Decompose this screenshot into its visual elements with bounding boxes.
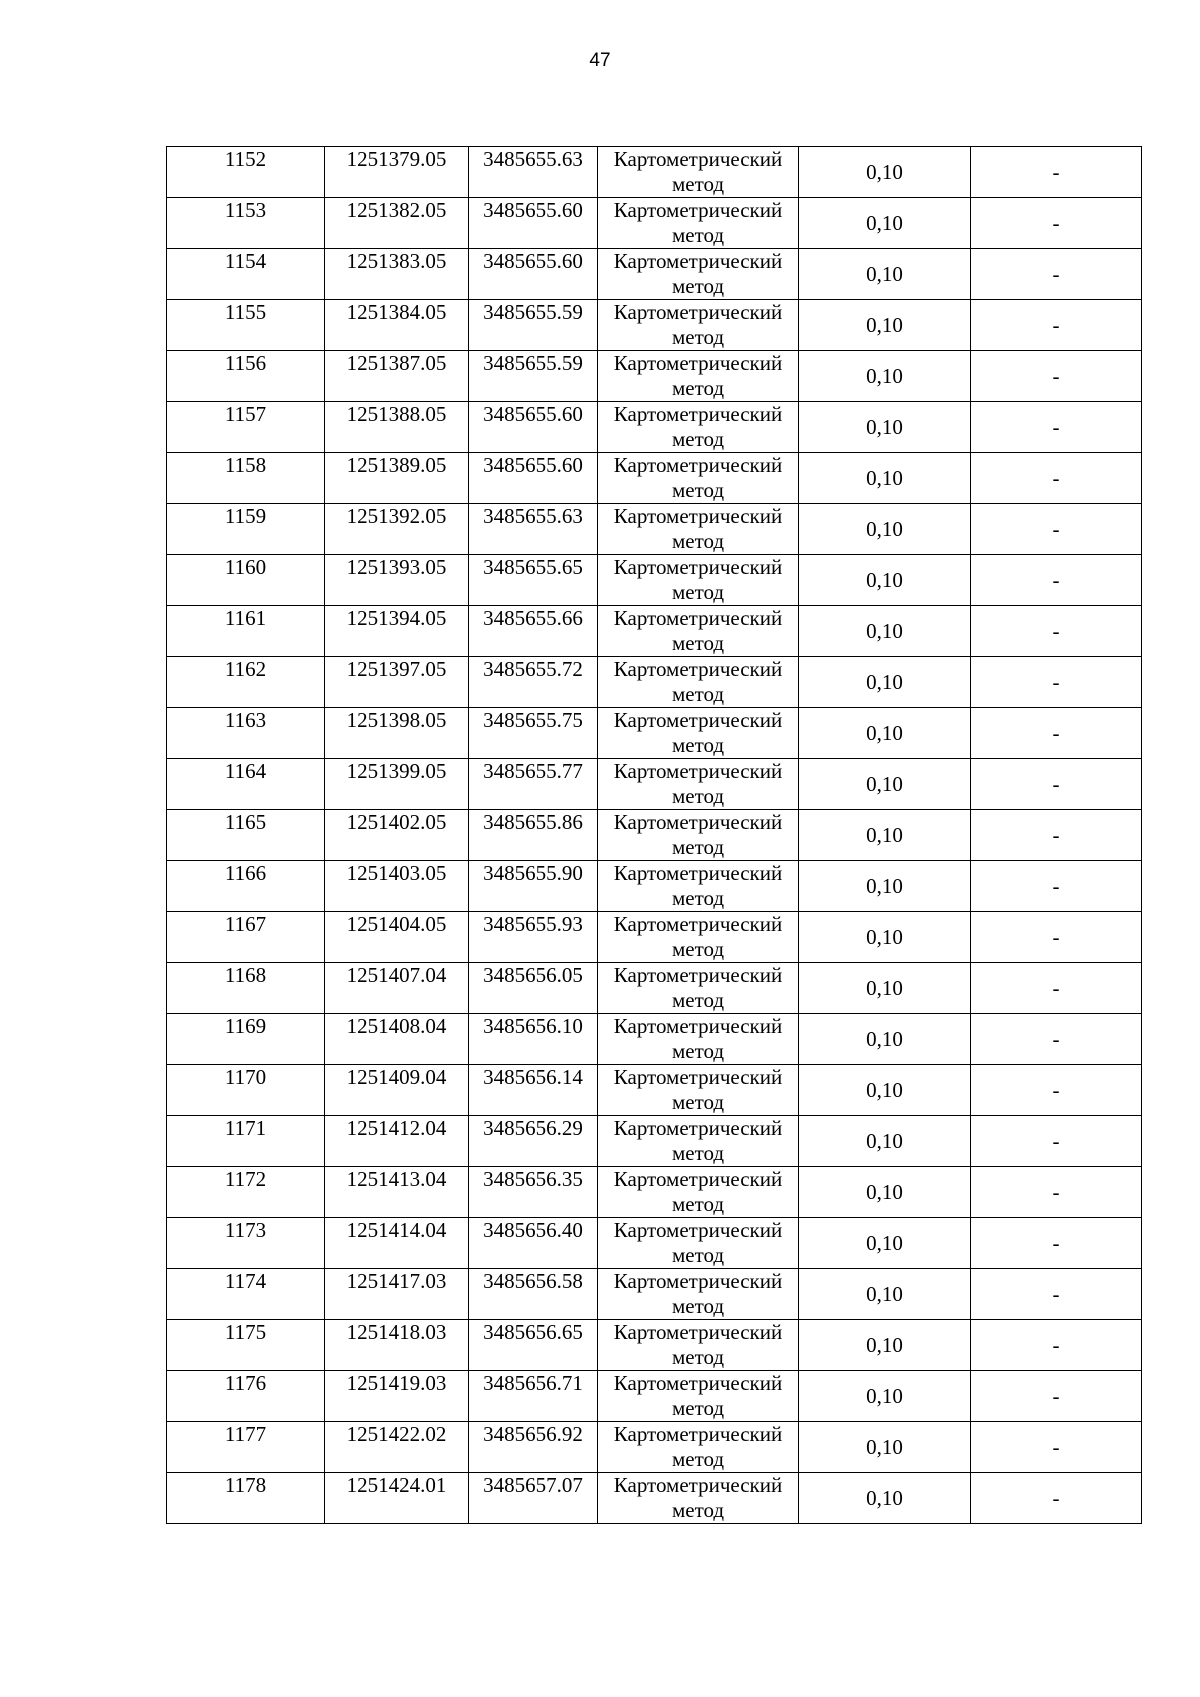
method-line-1: Картометрический	[613, 1218, 783, 1242]
method-line-2: метод	[671, 427, 725, 451]
accuracy-cell: 0,10	[799, 351, 971, 402]
accuracy-cell: 0,10	[799, 249, 971, 300]
method-line-1: Картометрический	[613, 759, 783, 783]
table-row	[167, 912, 1142, 963]
x-coordinate-cell: 1251404.05	[325, 912, 469, 963]
method-line-1: Картометрический	[613, 1065, 783, 1089]
note-cell: -	[971, 759, 1142, 810]
table-row	[167, 606, 1142, 657]
note-cell: -	[971, 1218, 1142, 1269]
point-number-cell: 1167	[167, 912, 325, 963]
x-coordinate-cell: 1251398.05	[325, 708, 469, 759]
method-line-2: метод	[671, 1498, 725, 1522]
method-line-2: метод	[671, 274, 725, 298]
table-row	[167, 1116, 1142, 1167]
x-coordinate-cell: 1251402.05	[325, 810, 469, 861]
method-cell	[598, 657, 799, 708]
point-number-cell: 1160	[167, 555, 325, 606]
note-cell: -	[971, 1269, 1142, 1320]
x-coordinate-cell: 1251417.03	[325, 1269, 469, 1320]
method-line-1: Картометрический	[613, 402, 783, 426]
method-line-1: Картометрический	[613, 963, 783, 987]
note-cell: -	[971, 810, 1142, 861]
method-line-2: метод	[671, 835, 725, 859]
table-row	[167, 861, 1142, 912]
table-row	[167, 402, 1142, 453]
note-cell: -	[971, 300, 1142, 351]
point-number-cell: 1158	[167, 453, 325, 504]
accuracy-cell: 0,10	[799, 453, 971, 504]
method-line-1: Картометрический	[613, 198, 783, 222]
table-row	[167, 759, 1142, 810]
method-cell	[598, 1065, 799, 1116]
note-cell: -	[971, 861, 1142, 912]
table-row	[167, 1167, 1142, 1218]
method-cell	[598, 504, 799, 555]
method-line-1: Картометрический	[613, 657, 783, 681]
x-coordinate-cell: 1251424.01	[325, 1473, 469, 1524]
y-coordinate-cell: 3485656.92	[469, 1422, 598, 1473]
point-number-cell: 1176	[167, 1371, 325, 1422]
point-number-cell: 1162	[167, 657, 325, 708]
note-cell: -	[971, 147, 1142, 198]
method-cell	[598, 300, 799, 351]
note-cell: -	[971, 1473, 1142, 1524]
point-number-cell: 1155	[167, 300, 325, 351]
table-row	[167, 708, 1142, 759]
x-coordinate-cell: 1251388.05	[325, 402, 469, 453]
method-line-2: метод	[671, 325, 725, 349]
method-line-2: метод	[671, 1447, 725, 1471]
point-number-cell: 1175	[167, 1320, 325, 1371]
point-number-cell: 1163	[167, 708, 325, 759]
note-cell: -	[971, 198, 1142, 249]
x-coordinate-cell: 1251394.05	[325, 606, 469, 657]
accuracy-cell: 0,10	[799, 300, 971, 351]
y-coordinate-cell: 3485656.35	[469, 1167, 598, 1218]
point-number-cell: 1174	[167, 1269, 325, 1320]
table-row	[167, 657, 1142, 708]
method-cell	[598, 708, 799, 759]
method-line-2: метод	[671, 1243, 725, 1267]
note-cell: -	[971, 351, 1142, 402]
method-cell	[598, 1167, 799, 1218]
method-line-1: Картометрический	[613, 1167, 783, 1191]
page-number: 47	[589, 50, 611, 71]
x-coordinate-cell: 1251393.05	[325, 555, 469, 606]
point-number-cell: 1153	[167, 198, 325, 249]
y-coordinate-cell: 3485655.60	[469, 453, 598, 504]
note-cell: -	[971, 606, 1142, 657]
table-row	[167, 300, 1142, 351]
point-number-cell: 1178	[167, 1473, 325, 1524]
method-line-1: Картометрический	[613, 147, 783, 171]
x-coordinate-cell: 1251392.05	[325, 504, 469, 555]
note-cell: -	[971, 504, 1142, 555]
y-coordinate-cell: 3485655.66	[469, 606, 598, 657]
x-coordinate-cell: 1251379.05	[325, 147, 469, 198]
note-cell: -	[971, 1422, 1142, 1473]
method-line-2: метод	[671, 733, 725, 757]
x-coordinate-cell: 1251409.04	[325, 1065, 469, 1116]
point-number-cell: 1170	[167, 1065, 325, 1116]
table-row	[167, 1014, 1142, 1065]
point-number-cell: 1168	[167, 963, 325, 1014]
y-coordinate-cell: 3485655.63	[469, 147, 598, 198]
method-line-2: метод	[671, 478, 725, 502]
note-cell: -	[971, 453, 1142, 504]
accuracy-cell: 0,10	[799, 708, 971, 759]
point-number-cell: 1172	[167, 1167, 325, 1218]
method-line-1: Картометрический	[613, 1014, 783, 1038]
y-coordinate-cell: 3485655.59	[469, 351, 598, 402]
point-number-cell: 1164	[167, 759, 325, 810]
accuracy-cell: 0,10	[799, 1371, 971, 1422]
point-number-cell: 1171	[167, 1116, 325, 1167]
note-cell: -	[971, 708, 1142, 759]
y-coordinate-cell: 3485655.60	[469, 198, 598, 249]
y-coordinate-cell: 3485655.90	[469, 861, 598, 912]
accuracy-cell: 0,10	[799, 1320, 971, 1371]
y-coordinate-cell: 3485655.86	[469, 810, 598, 861]
accuracy-cell: 0,10	[799, 1422, 971, 1473]
table-row	[167, 963, 1142, 1014]
method-line-2: метод	[671, 1141, 725, 1165]
method-line-2: метод	[671, 988, 725, 1012]
point-number-cell: 1161	[167, 606, 325, 657]
method-cell	[598, 1422, 799, 1473]
accuracy-cell: 0,10	[799, 912, 971, 963]
y-coordinate-cell: 3485657.07	[469, 1473, 598, 1524]
point-number-cell: 1159	[167, 504, 325, 555]
method-cell	[598, 1218, 799, 1269]
point-number-cell: 1173	[167, 1218, 325, 1269]
table-row	[167, 1320, 1142, 1371]
note-cell: -	[971, 1167, 1142, 1218]
y-coordinate-cell: 3485655.59	[469, 300, 598, 351]
method-cell	[598, 963, 799, 1014]
method-line-1: Картометрический	[613, 453, 783, 477]
point-number-cell: 1169	[167, 1014, 325, 1065]
y-coordinate-cell: 3485655.77	[469, 759, 598, 810]
accuracy-cell: 0,10	[799, 759, 971, 810]
method-line-1: Картометрический	[613, 351, 783, 375]
method-line-2: метод	[671, 1192, 725, 1216]
table-row	[167, 249, 1142, 300]
method-line-1: Картометрический	[613, 1320, 783, 1344]
x-coordinate-cell: 1251389.05	[325, 453, 469, 504]
point-number-cell: 1156	[167, 351, 325, 402]
y-coordinate-cell: 3485655.93	[469, 912, 598, 963]
x-coordinate-cell: 1251408.04	[325, 1014, 469, 1065]
x-coordinate-cell: 1251413.04	[325, 1167, 469, 1218]
note-cell: -	[971, 1371, 1142, 1422]
y-coordinate-cell: 3485655.65	[469, 555, 598, 606]
table-row	[167, 351, 1142, 402]
method-cell	[598, 1269, 799, 1320]
accuracy-cell: 0,10	[799, 1014, 971, 1065]
table-row	[167, 810, 1142, 861]
method-line-2: метод	[671, 1345, 725, 1369]
y-coordinate-cell: 3485655.60	[469, 402, 598, 453]
method-line-2: метод	[671, 580, 725, 604]
method-cell	[598, 402, 799, 453]
x-coordinate-cell: 1251397.05	[325, 657, 469, 708]
table-row	[167, 1269, 1142, 1320]
method-cell	[598, 1473, 799, 1524]
note-cell: -	[971, 1014, 1142, 1065]
x-coordinate-cell: 1251399.05	[325, 759, 469, 810]
method-cell	[598, 810, 799, 861]
accuracy-cell: 0,10	[799, 198, 971, 249]
x-coordinate-cell: 1251412.04	[325, 1116, 469, 1167]
method-line-1: Картометрический	[613, 300, 783, 324]
y-coordinate-cell: 3485656.10	[469, 1014, 598, 1065]
accuracy-cell: 0,10	[799, 1167, 971, 1218]
note-cell: -	[971, 1065, 1142, 1116]
method-cell	[598, 606, 799, 657]
method-line-2: метод	[671, 631, 725, 655]
point-number-cell: 1165	[167, 810, 325, 861]
accuracy-cell: 0,10	[799, 861, 971, 912]
point-number-cell: 1177	[167, 1422, 325, 1473]
table-row	[167, 453, 1142, 504]
method-cell	[598, 453, 799, 504]
note-cell: -	[971, 657, 1142, 708]
x-coordinate-cell: 1251414.04	[325, 1218, 469, 1269]
y-coordinate-cell: 3485655.72	[469, 657, 598, 708]
method-line-1: Картометрический	[613, 1422, 783, 1446]
table-row	[167, 1065, 1142, 1116]
x-coordinate-cell: 1251422.02	[325, 1422, 469, 1473]
accuracy-cell: 0,10	[799, 1473, 971, 1524]
table-row	[167, 1371, 1142, 1422]
note-cell: -	[971, 555, 1142, 606]
method-line-2: метод	[671, 223, 725, 247]
table-row	[167, 147, 1142, 198]
y-coordinate-cell: 3485656.40	[469, 1218, 598, 1269]
y-coordinate-cell: 3485655.60	[469, 249, 598, 300]
accuracy-cell: 0,10	[799, 810, 971, 861]
method-line-1: Картометрический	[613, 708, 783, 732]
method-line-2: метод	[671, 172, 725, 196]
method-line-2: метод	[671, 376, 725, 400]
point-number-cell: 1154	[167, 249, 325, 300]
method-line-1: Картометрический	[613, 1269, 783, 1293]
table-row	[167, 198, 1142, 249]
accuracy-cell: 0,10	[799, 657, 971, 708]
method-line-2: метод	[671, 1039, 725, 1063]
method-line-1: Картометрический	[613, 1473, 783, 1497]
x-coordinate-cell: 1251418.03	[325, 1320, 469, 1371]
accuracy-cell: 0,10	[799, 963, 971, 1014]
y-coordinate-cell: 3485656.05	[469, 963, 598, 1014]
table-row	[167, 504, 1142, 555]
y-coordinate-cell: 3485655.75	[469, 708, 598, 759]
note-cell: -	[971, 912, 1142, 963]
method-cell	[598, 249, 799, 300]
y-coordinate-cell: 3485656.14	[469, 1065, 598, 1116]
method-cell	[598, 759, 799, 810]
method-line-1: Картометрический	[613, 555, 783, 579]
accuracy-cell: 0,10	[799, 1218, 971, 1269]
accuracy-cell: 0,10	[799, 555, 971, 606]
method-line-1: Картометрический	[613, 1371, 783, 1395]
accuracy-cell: 0,10	[799, 1269, 971, 1320]
coordinates-table	[166, 146, 1142, 1524]
method-cell	[598, 1116, 799, 1167]
method-line-1: Картометрический	[613, 504, 783, 528]
accuracy-cell: 0,10	[799, 402, 971, 453]
x-coordinate-cell: 1251387.05	[325, 351, 469, 402]
accuracy-cell: 0,10	[799, 606, 971, 657]
method-cell	[598, 555, 799, 606]
accuracy-cell: 0,10	[799, 147, 971, 198]
x-coordinate-cell: 1251383.05	[325, 249, 469, 300]
method-cell	[598, 861, 799, 912]
method-cell	[598, 912, 799, 963]
method-line-1: Картометрический	[613, 912, 783, 936]
method-cell	[598, 1014, 799, 1065]
method-line-2: метод	[671, 1090, 725, 1114]
method-line-1: Картометрический	[613, 249, 783, 273]
x-coordinate-cell: 1251384.05	[325, 300, 469, 351]
x-coordinate-cell: 1251419.03	[325, 1371, 469, 1422]
method-line-1: Картометрический	[613, 810, 783, 834]
x-coordinate-cell: 1251403.05	[325, 861, 469, 912]
note-cell: -	[971, 1116, 1142, 1167]
method-line-1: Картометрический	[613, 606, 783, 630]
y-coordinate-cell: 3485656.58	[469, 1269, 598, 1320]
method-cell	[598, 1371, 799, 1422]
method-line-2: метод	[671, 784, 725, 808]
x-coordinate-cell: 1251382.05	[325, 198, 469, 249]
method-cell	[598, 198, 799, 249]
y-coordinate-cell: 3485656.65	[469, 1320, 598, 1371]
method-line-2: метод	[671, 529, 725, 553]
y-coordinate-cell: 3485655.63	[469, 504, 598, 555]
y-coordinate-cell: 3485656.71	[469, 1371, 598, 1422]
note-cell: -	[971, 963, 1142, 1014]
method-line-2: метод	[671, 1294, 725, 1318]
method-line-2: метод	[671, 682, 725, 706]
accuracy-cell: 0,10	[799, 1116, 971, 1167]
point-number-cell: 1166	[167, 861, 325, 912]
point-number-cell: 1157	[167, 402, 325, 453]
accuracy-cell: 0,10	[799, 504, 971, 555]
method-line-2: метод	[671, 937, 725, 961]
method-cell	[598, 147, 799, 198]
method-line-1: Картометрический	[613, 861, 783, 885]
x-coordinate-cell: 1251407.04	[325, 963, 469, 1014]
method-cell	[598, 1320, 799, 1371]
table-row	[167, 1218, 1142, 1269]
note-cell: -	[971, 402, 1142, 453]
note-cell: -	[971, 1320, 1142, 1371]
table-row	[167, 1422, 1142, 1473]
method-cell	[598, 351, 799, 402]
y-coordinate-cell: 3485656.29	[469, 1116, 598, 1167]
note-cell: -	[971, 249, 1142, 300]
coordinates-table-body	[167, 147, 1142, 1524]
method-line-2: метод	[671, 1396, 725, 1420]
method-line-2: метод	[671, 886, 725, 910]
table-row	[167, 1473, 1142, 1524]
accuracy-cell: 0,10	[799, 1065, 971, 1116]
method-line-1: Картометрический	[613, 1116, 783, 1140]
table-row	[167, 555, 1142, 606]
point-number-cell: 1152	[167, 147, 325, 198]
